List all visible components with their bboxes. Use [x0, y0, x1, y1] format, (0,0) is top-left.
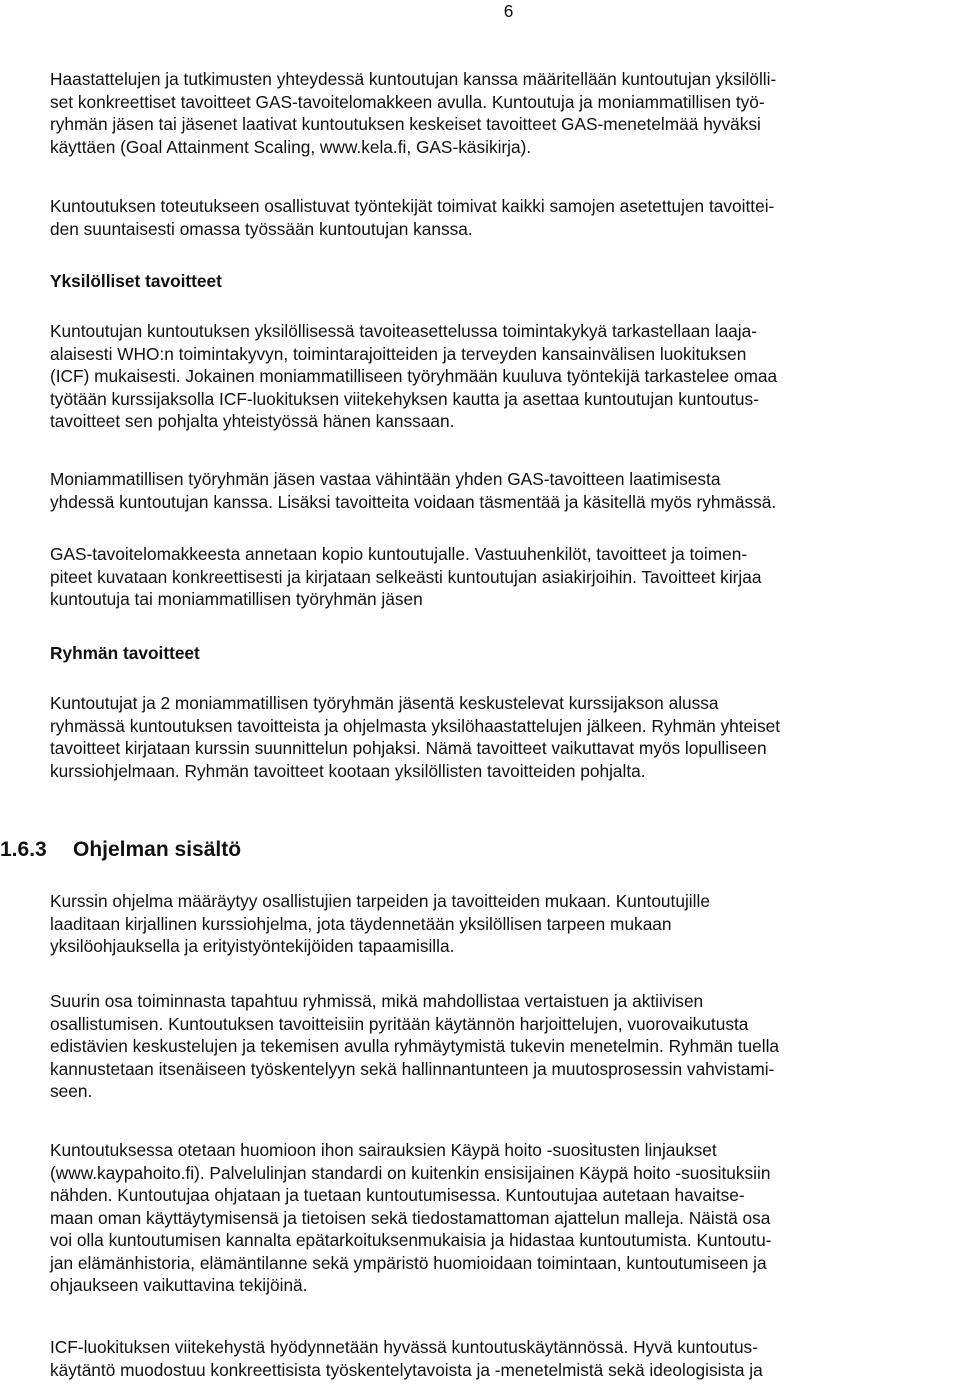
text-line: yksilöohjauksella ja erityistyöntekijöiden tapaamisilla. — [50, 936, 455, 956]
heading-individual-goals: Yksilölliset tavoitteet — [50, 271, 222, 291]
text-line: ryhmän jäsen tai jäsenet laativat kuntoutuksen keskeiset tavoitteet GAS-menetelmää hyväksi — [50, 114, 761, 134]
text-line: kuntoutuja tai moniammatillisen työryhmän jäsen — [50, 589, 423, 609]
text-line: ICF-luokituksen viitekehystä hyödynnetään hyvässä kuntoutuskäytännössä. Hyvä kuntoutus- — [50, 1337, 758, 1357]
text-line: laaditaan kirjallinen kurssiohjelma, jota täydennetään yksilöllisen tarpeen mukaan — [50, 913, 672, 934]
text-line: maan oman käyttäytymisensä ja tietoisen sekä tiedostamattoman ajattelun malleja. Näistä osa — [50, 1207, 771, 1228]
paragraph-team-member-responsibility — [50, 468, 952, 513]
paragraph-icf-goal-setting — [50, 320, 952, 433]
page-number: 6 — [503, 1, 514, 21]
paragraph-shared-goals — [50, 195, 952, 240]
text-line: nähden. Kuntoutujaa ohjataan ja tuetaan kuntoutumisessa. Kuntoutujaa autetaan havaitse- — [50, 1185, 745, 1205]
text-line: Suurin osa toiminnasta tapahtuu ryhmissä, mikä mahdollistaa vertaistuen ja aktiivisen — [50, 991, 704, 1011]
text-line: Kuntoutuksen toteutukseen osallistuvat työntekijät toimivat kaikki samojen asetettujen tavoittei- — [50, 196, 775, 216]
paragraph-gas-goals — [50, 68, 952, 158]
section-title: Ohjelman sisältö — [73, 838, 242, 861]
text-line: työtään kurssijaksolla ICF-luokituksen viitekehyksen kautta ja asettaa kuntoutujan kuntoutus- — [50, 388, 759, 409]
paragraph-icf-practice — [50, 1336, 952, 1381]
section-heading-program-content — [0, 839, 241, 862]
heading-group-goals: Ryhmän tavoitteet — [50, 643, 200, 663]
paragraph-group-goal-discussion — [50, 692, 952, 782]
paragraph-kaypa-hoito — [50, 1139, 952, 1297]
text-line: piteet kuvataan konkreettisesti ja kirjataan selkeästi kuntoutujan asiakirjoihin. Tavoitteet kirjaa — [50, 566, 762, 587]
text-line: osallistumisen. Kuntoutuksen tavoitteisiin pyritään käytännön harjoittelujen, vuorovaikutusta — [50, 1013, 749, 1034]
text-line: (ICF) mukaisesti. Jokainen moniammatilliseen työryhmään kuuluva työntekijä tarkastelee omaa — [50, 366, 778, 386]
text-line: Haastattelujen ja tutkimusten yhteydessä kuntoutujan kanssa määritellään kuntoutujan yksilölli- — [50, 69, 777, 89]
text-line: kannustetaan itsenäiseen työskentelyyn sekä hallinnantunteen ja muutosprosessin vahvistami- — [50, 1058, 775, 1079]
paragraph-program-determination — [50, 890, 952, 958]
text-line: käytäntö muodostuu konkreettisista työskentelytavoista ja -menetelmistä sekä ideologisista ja — [50, 1359, 763, 1380]
text-line: voi olla kuntoutumisen kannalta epätarkoituksenmukaisia ja hidastaa kuntoutumista. Kuntoutu- — [50, 1230, 772, 1250]
section-number: 1.6.3 — [0, 838, 47, 861]
text-line: tavoitteet sen pohjalta yhteistyössä hänen kanssaan. — [50, 411, 455, 431]
text-line: GAS-tavoitelomakkeesta annetaan kopio kuntoutujalle. Vastuuhenkilöt, tavoitteet ja toimen- — [50, 544, 748, 564]
text-line: ryhmässä kuntoutuksen tavoitteista ja ohjelmasta yksilöhaastattelujen jälkeen. Ryhmän yhteiset — [50, 715, 781, 736]
text-line: Kuntoutujan kuntoutuksen yksilöllisessä tavoiteasettelussa toimintakykyä tarkastellaan laaja- — [50, 321, 757, 341]
text-line: Moniammatillisen työryhmän jäsen vastaa vähintään yhden GAS-tavoitteen laatimisesta — [50, 469, 721, 489]
text-line: seen. — [50, 1081, 93, 1101]
text-line: ohjaukseen vaikuttavina tekijöinä. — [50, 1275, 308, 1295]
text-line: edistävien keskustelujen ja tekemisen avulla ryhmäytymistä tukevin menetelmin. Ryhmän tuella — [50, 1036, 780, 1056]
text-line: käyttäen (Goal Attainment Scaling, www.kela.fi, GAS-käsikirja). — [50, 136, 532, 157]
text-line: Kuntoutuksessa otetaan huomioon ihon sairauksien Käypä hoito -suositusten linjaukset — [50, 1140, 717, 1160]
text-line: Kuntoutujat ja 2 moniammatillisen työryhmän jäsentä keskustelevat kurssijakson alussa — [50, 693, 719, 713]
text-line: jan elämänhistoria, elämäntilanne sekä ympäristö huomioidaan toimintaan, kuntoutumiseen ja — [50, 1252, 767, 1273]
paragraph-group-activities — [50, 990, 952, 1103]
text-line: yhdessä kuntoutujan kanssa. Lisäksi tavoitteita voidaan täsmentää ja käsitellä myös ryhmässä. — [50, 491, 777, 512]
text-line: (www.kaypahoito.fi). Palvelulinjan standardi on kuitenkin ensisijainen Käypä hoito -suosituksiin — [50, 1162, 771, 1183]
text-line: den suuntaisesti omassa työssään kuntoutujan kanssa. — [50, 218, 473, 239]
text-line: kurssiohjelmaan. Ryhmän tavoitteet kootaan yksilöllisten tavoitteiden pohjalta. — [50, 760, 646, 781]
text-line: set konkreettiset tavoitteet GAS-tavoitelomakkeen avulla. Kuntoutuja ja moniammatillisen työ- — [50, 91, 765, 112]
text-line: Kurssin ohjelma määräytyy osallistujien tarpeiden ja tavoitteiden mukaan. Kuntoutujille — [50, 891, 710, 911]
text-line: alaisesti WHO:n toimintakyvyn, toimintarajoitteiden ja terveyden kansainvälisen luokituksen — [50, 343, 747, 364]
text-line: tavoitteet kirjataan kurssin suunnittelun pohjaksi. Nämä tavoitteet vaikuttavat myös lopulliseen — [50, 738, 767, 758]
paragraph-gas-form-copy — [50, 543, 952, 611]
